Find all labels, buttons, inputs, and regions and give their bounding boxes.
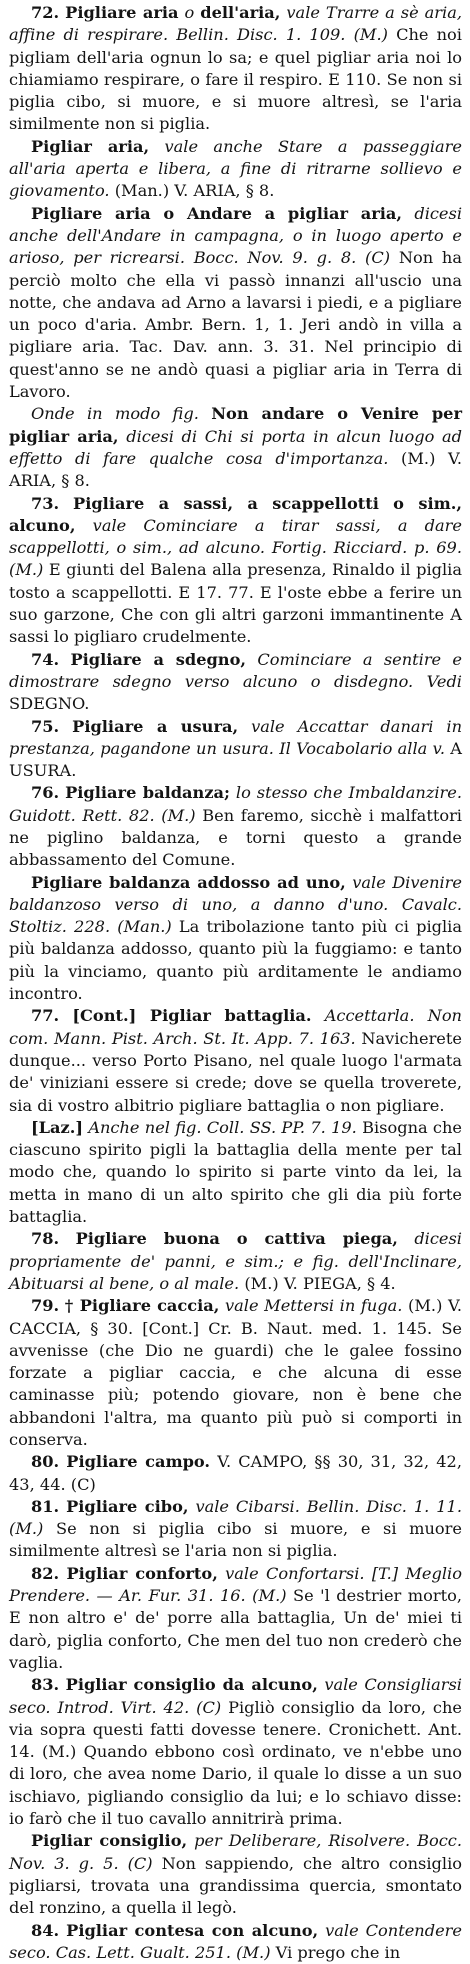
entry-80 xyxy=(9,1451,462,1496)
entry-72-sub-2 xyxy=(9,203,462,404)
entry-headword: Pigliare campo. xyxy=(66,1452,211,1472)
entry-number: 82. xyxy=(31,1563,60,1583)
entry-headword: [Laz.] xyxy=(31,1117,84,1137)
entry-quotation: Non sappiendo, che altro consiglio pigliarsi, trovata una grandissima quercia, smontato del ronzino, a quella il legò. xyxy=(9,1853,462,1918)
entry-number: 81. xyxy=(31,1496,60,1516)
entry-84 xyxy=(9,1920,462,1964)
entry-72-sub-1 xyxy=(9,136,462,203)
entry-citation: (M.) V. CACCIA, § 30. [Cont.] Cr. B. Naut. med. 1. 145. xyxy=(9,1296,462,1338)
entry-definition: vale Cominciare a tirar sassi, a dare scappellotti, o sim., ad alcuno. xyxy=(9,515,462,558)
entry-quotation: Vi prego che in xyxy=(275,1942,401,1962)
entry-83-sub xyxy=(9,1830,462,1919)
entry-headword: Non andare o Venire per pigliar aria, xyxy=(9,404,462,446)
entry-headword-variant: dell'aria, xyxy=(200,3,281,22)
entry-definition: dicesi anche dell'Andare in campagna, o in luogo aperto e arioso, per ricrearsi. xyxy=(9,203,462,268)
entry-headword: [Cont.] Pigliar battaglia. xyxy=(72,1006,312,1026)
entry-72-sub-3 xyxy=(9,403,462,492)
entry-definition: vale Accattar danari in prestanza, pagandone un usura. Il Vocabolario alla v. xyxy=(9,716,462,758)
entry-number: 74. xyxy=(31,649,60,669)
entry-citation: Guidott. Rett. 82. (M.) xyxy=(9,805,196,825)
entry-76 xyxy=(9,782,462,871)
entry-quotation: Se 'l destrier morto, E non altro e' de' porre alla battaglia, Un de' miei ti darò, piglia conforto, Che men del tuo non crederò che vaglia. xyxy=(9,1586,462,1672)
entry-quotation: SDEGNO. xyxy=(9,694,90,714)
entry-quotation: Pigliò consiglio da loro, che via sopra questi fatti dovesse tenere. Cronichett. Ant. 14. (M.) Quando ebbono così ordinato, ve n'ebbe uno di loro, che avea nome Dario, il quale lo disse a un suo ischiavo, pigliando consiglio da lui; e lo schiavo disse: io farò che il tuo cavallo annitrirà prima. xyxy=(9,1697,462,1829)
entry-definition: lo stesso che Imbaldanzire. xyxy=(235,783,462,803)
entry-number: 84. xyxy=(31,1920,60,1940)
entry-definition: vale anche Stare a passeggiare all'aria aperta e libera, a fine di ritrarne sollievo e giovamento. xyxy=(9,136,462,201)
entry-77 xyxy=(9,1005,462,1116)
entry-75 xyxy=(9,716,462,783)
entry-quotation: (Man.) V. ARIA, § 8. xyxy=(114,181,275,201)
entry-headword: Pigliare baldanza; xyxy=(65,783,230,803)
entry-73 xyxy=(9,493,462,649)
entry-number: 77. xyxy=(31,1006,60,1026)
entry-headword: Pigliare buona o cattiva piega, xyxy=(75,1229,398,1249)
entry-prefix: Onde in modo fig. xyxy=(31,404,199,424)
entry-citation: Bellin. Disc. 1. 109. (M.) xyxy=(176,25,388,45)
entry-connector: o xyxy=(184,3,195,22)
entry-citation: Bellin. Disc. 1. 11. (M.) xyxy=(9,1496,462,1539)
entry-headword: Pigliar consiglio da alcuno, xyxy=(65,1675,318,1695)
entry-74 xyxy=(9,649,462,716)
entry-definition: Accettarla. Non com. Mann. Pist. Arch. St. It. App. 7. 163. xyxy=(9,1006,462,1048)
entry-definition: vale Contendere seco. xyxy=(9,1920,462,1962)
entry-77-sub xyxy=(9,1117,462,1228)
entry-83 xyxy=(9,1674,462,1830)
entry-citation: Fortig. Ricciard. p. 69. (M.) xyxy=(9,538,463,580)
entry-81 xyxy=(9,1496,462,1563)
entry-citation: [T.] Meglio Prendere. — Ar. Fur. 31. 16. (M.) xyxy=(9,1563,462,1606)
entry-quotation: Non ha perciò molto che ella vi passò innanzi all'uscio una notte, che andava ad Arno a lavarsi i piedi, e a pigliare un poco d'aria. Ambr. Bern. 1, 1. Jeri andò in villa a pigliare aria. Tac. Dav. ann. 3. 31. Nel principio di quest'anno se ne andò quasi a pigliar aria in Terra di Lavoro. xyxy=(9,248,462,402)
entry-citation: Bocc. Nov. 9. g. 8. (C) xyxy=(193,248,391,268)
entry-definition: Cominciare a sentire e dimostrare sdegno verso alcuno o disdegno. Vedi xyxy=(9,649,462,691)
entry-headword: Pigliare aria o Andare a pigliar aria, xyxy=(31,203,403,223)
entry-definition: vale Divenire baldanzoso verso di uno, a danno d'uno. xyxy=(9,872,462,914)
entry-quotation: (M.) V. PIEGA, § 4. xyxy=(244,1273,396,1293)
entry-definition: vale Cibarsi. xyxy=(195,1496,300,1516)
entry-definition: vale Trarre a sè aria, affine di respirare. xyxy=(9,3,462,45)
entry-quotation: Se avvenisse (che Dio ne guardi) che le galee fossino forzate a pigliar caccia, e che alcuna di esse caminasse più; potendo giovare, non è bene che abbandoni l'altra, ma quanto più può si comporti in conserva. xyxy=(9,1318,462,1449)
entry-number: 78. xyxy=(31,1229,60,1249)
entry-number: 76. xyxy=(31,783,60,803)
entry-headword: Pigliare a sdegno, xyxy=(70,649,247,669)
entry-number: 73. xyxy=(31,493,60,513)
entry-headword: Pigliare baldanza addosso ad uno, xyxy=(31,872,346,892)
entry-quotation: Navicherete dunque... verso Porto Pisano, nel quale luogo l'armata de' viniziani essere si crede; dove se quella troverete, sia di vostro albitrio pigliare battaglia o non pigliare. xyxy=(9,1028,462,1115)
entry-number: 75. xyxy=(31,716,60,736)
entry-definition: dicesi propriamente de' panni, e sim.; e fig. dell'Inclinare, Abituarsi al bene, o al male. xyxy=(9,1229,462,1293)
entry-quotation: Bisogna che ciascuno spirito pigli la battaglia della mente per tal modo che, quando lo spirito si parte vinto da lei, la metta in mano di un alto spirito che gli dia più forte battaglia. xyxy=(9,1117,462,1227)
entry-quotation: Che noi pigliam dell'aria ognun lo sa; e quel pigliar aria noi lo chiamiamo respirare, o fare il respiro. E 110. Se non si piglia cibo, si muore, e si muore altresì, se l'aria similmente non si piglia. xyxy=(9,25,462,134)
entry-82 xyxy=(9,1563,462,1674)
entry-definition: vale Mettersi in fuga. xyxy=(225,1296,403,1316)
entry-definition: vale Confortarsi. xyxy=(225,1563,365,1583)
entry-quotation: E giunti del Balena alla presenza, Rinaldo il piglia tosto a scappellotti. E 17. 77. E l'oste ebbe a ferire un suo garzone, Che con gli altri garzoni immantinente A sassi lo pigliaro crudelmente. xyxy=(9,560,462,647)
entry-headword: Pigliar contesa con alcuno, xyxy=(66,1920,319,1940)
entry-number: 80. xyxy=(31,1452,60,1472)
entry-headword: Pigliar conforto, xyxy=(66,1563,218,1583)
entry-79 xyxy=(9,1295,462,1451)
entry-headword: Pigliare a usura, xyxy=(72,716,239,736)
entry-number: 83. xyxy=(31,1675,60,1695)
entry-citation: Cavalc. Stoltiz. 228. (Man.) xyxy=(9,894,462,937)
entry-headword: Pigliar consiglio, xyxy=(31,1831,188,1851)
entry-headword: † Pigliare caccia, xyxy=(64,1296,220,1316)
entry-quotation: V. CAMPO, §§ 30, 31, 32, 42, 43, 44. (C) xyxy=(9,1452,462,1494)
entry-quotation: A USURA. xyxy=(9,738,462,781)
entry-definition: dicesi di Chi si porta in alcun luogo ad effetto di fare qualche cosa d'importanza. xyxy=(9,426,462,468)
entry-headword: Pigliar aria, xyxy=(31,136,150,156)
entry-citation: Cas. Lett. Gualt. 251. (M.) xyxy=(55,1942,271,1962)
entry-quotation: (M.) V. ARIA, § 8. xyxy=(9,448,462,491)
entry-definition: per Deliberare, Risolvere. xyxy=(194,1831,411,1851)
entry-citation: Bocc. Nov. 3. g. 5. (C) xyxy=(9,1831,463,1873)
entry-quotation: Se non si piglia cibo si muore, e si muore similmente altresì se l'aria non si piglia. xyxy=(9,1519,462,1561)
entry-headword: Pigliare cibo, xyxy=(66,1496,189,1516)
entry-headword: Pigliare aria xyxy=(65,3,179,22)
entry-number: 72. xyxy=(31,3,60,22)
entry-78 xyxy=(9,1228,462,1295)
entry-76-sub xyxy=(9,872,462,1006)
entry-quotation: La tribolazione tanto più ci piglia più baldanza addosso, quanto più la fuggiamo: e tanto più la vinciamo, quanto più arditamente le andiamo incontro. xyxy=(9,917,462,1004)
entry-definition: vale Consigliarsi seco. xyxy=(9,1675,462,1717)
entry-72 xyxy=(9,2,462,136)
entry-definition: Anche nel fig. Coll. SS. PP. 7. 19. xyxy=(88,1117,357,1137)
entry-headword: Pigliare a sassi, a scappellotti o sim., alcuno, xyxy=(9,493,462,535)
entry-number: 79. xyxy=(31,1296,60,1316)
entry-citation: Introd. Virt. 42. (C) xyxy=(57,1697,222,1717)
entry-quotation: Ben faremo, sicchè i malfattori ne piglino baldanza, e torni questo a grande abbassamento del Comune. xyxy=(9,805,462,870)
